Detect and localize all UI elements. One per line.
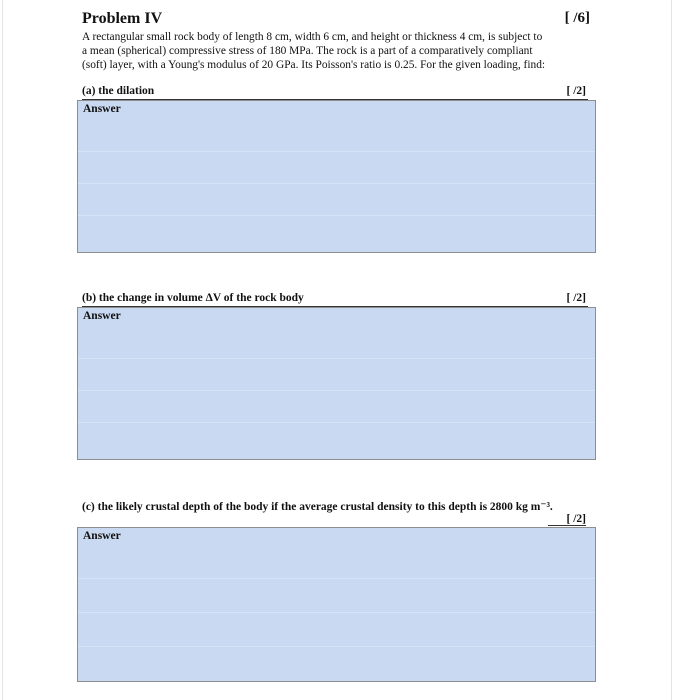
answer-guide-line <box>78 183 595 184</box>
question-c-marks: [ /2] <box>548 513 586 526</box>
answer-box-b[interactable] <box>77 307 596 460</box>
statement-line: a mean (spherical) compressive stress of 180 MPa. The rock is a part of a comparatively compliant <box>82 45 533 57</box>
answer-guide-line <box>78 612 595 613</box>
answer-guide-line <box>78 215 595 216</box>
answer-box-c[interactable] <box>77 527 596 682</box>
answer-guide-line <box>78 422 595 423</box>
page-edge-left <box>2 0 3 700</box>
answer-box-a[interactable] <box>77 100 596 253</box>
question-b-marks: [ /2] <box>566 292 586 304</box>
answer-guide-line <box>78 358 595 359</box>
answer-guide-line <box>78 578 595 579</box>
answer-guide-line <box>78 390 595 391</box>
statement-line: (soft) layer, with a Young's modulus of 20 GPa. Its Poisson's ratio is 0.25. For the given loading, find: <box>82 59 546 71</box>
answer-label: Answer <box>83 103 121 115</box>
answer-guide-line <box>78 151 595 152</box>
problem-header <box>82 10 590 32</box>
question-a <box>82 85 588 100</box>
answer-label: Answer <box>83 530 121 542</box>
question-b-text: (b) the change in volume ΔV of the rock body <box>82 292 304 304</box>
page-edge-right <box>671 0 672 700</box>
question-c-text: (c) the likely crustal depth of the body if the average crustal density to this depth is 2800 kg m⁻³. <box>82 501 553 513</box>
question-a-marks: [ /2] <box>566 85 586 97</box>
question-a-text: (a) the dilation <box>82 85 155 97</box>
problem-statement <box>82 30 594 72</box>
question-b <box>82 292 588 307</box>
answer-label: Answer <box>83 310 121 322</box>
answer-guide-line <box>78 646 595 647</box>
problem-score: [ /6] <box>564 10 590 26</box>
statement-line: A rectangular small rock body of length 8 cm, width 6 cm, and height or thickness 4 cm, is subject to <box>82 31 543 43</box>
problem-title: Problem IV <box>82 10 163 27</box>
